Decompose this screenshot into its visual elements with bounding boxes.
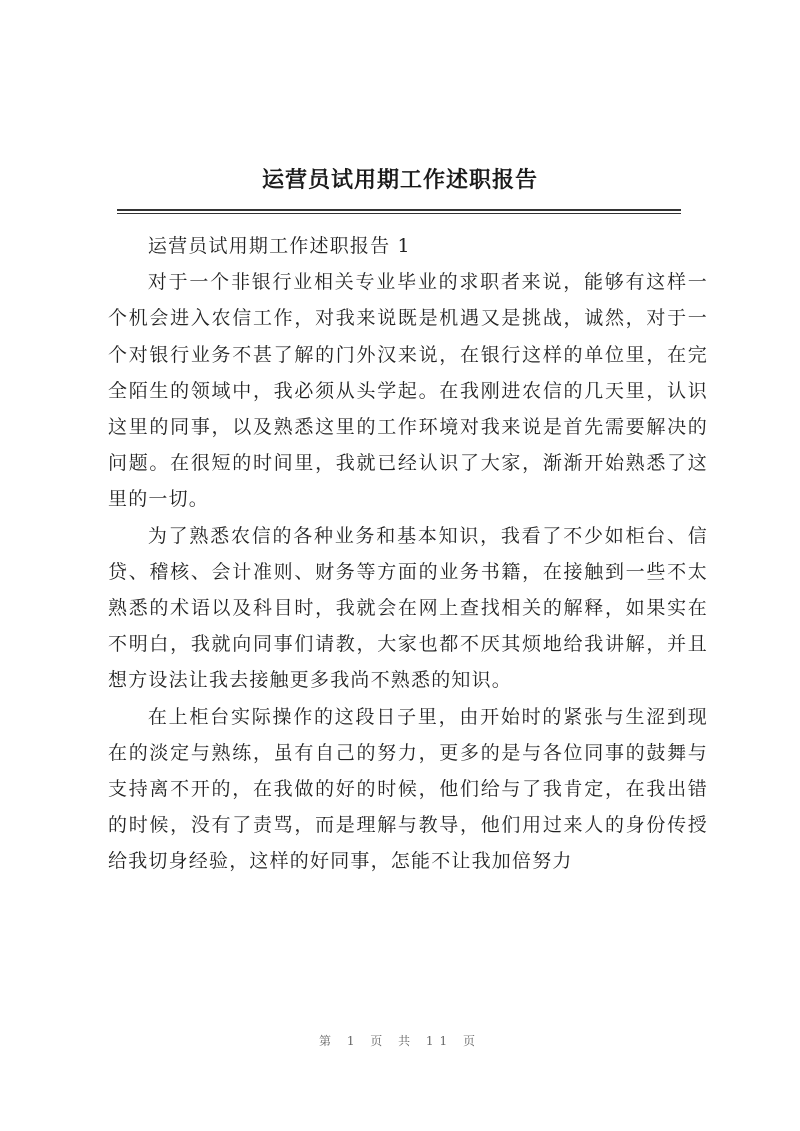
paragraph-2: 为了熟悉农信的各种业务和基本知识，我看了不少如柜台、信贷、稽核、会计准则、财务等方面的业务书籍，在接触到一些不太熟悉的术语以及科目时，我就会在网上查找相关的解释，如果实在不明白，我就向同事们请教，大家也都不厌其烦地给我讲解，并且想方设法让我去接触更多我尚不熟悉的知识。 [108, 524, 708, 692]
document-title: 运营员试用期工作述职报告 [261, 167, 538, 193]
page-number-footer: 第 1 页 共 11 页 [319, 1034, 481, 1048]
paragraph-3: 在上柜台实际操作的这段日子里，由开始时的紧张与生涩到现在的淡定与熟练，虽有自己的努力，更多的是与各位同事的鼓舞与支持离不开的，在我做的好的时候，他们给与了我肯定，在我出错的时候，没有了责骂，而是理解与教导，他们用过来人的身份传授给我切身经验，这样的好同事，怎能不让我加倍努力 [108, 705, 708, 873]
section-heading: 运营员试用期工作述职报告 1 [147, 235, 411, 257]
title-divider [117, 209, 681, 214]
document-body [108, 228, 708, 880]
paragraph-1: 对于一个非银行业相关专业毕业的求职者来说，能够有这样一个机会进入农信工作，对我来说既是机遇又是挑战，诚然，对于一个对银行业务不甚了解的门外汉来说，在银行这样的单位里，在完全陌生的领域中，我必须从头学起。在我刚进农信的几天里，认识这里的同事，以及熟悉这里的工作环境对我来说是首先需要解决的问题。在很短的时间里，我就已经认识了大家，渐渐开始熟悉了这里的一切。 [108, 271, 708, 511]
